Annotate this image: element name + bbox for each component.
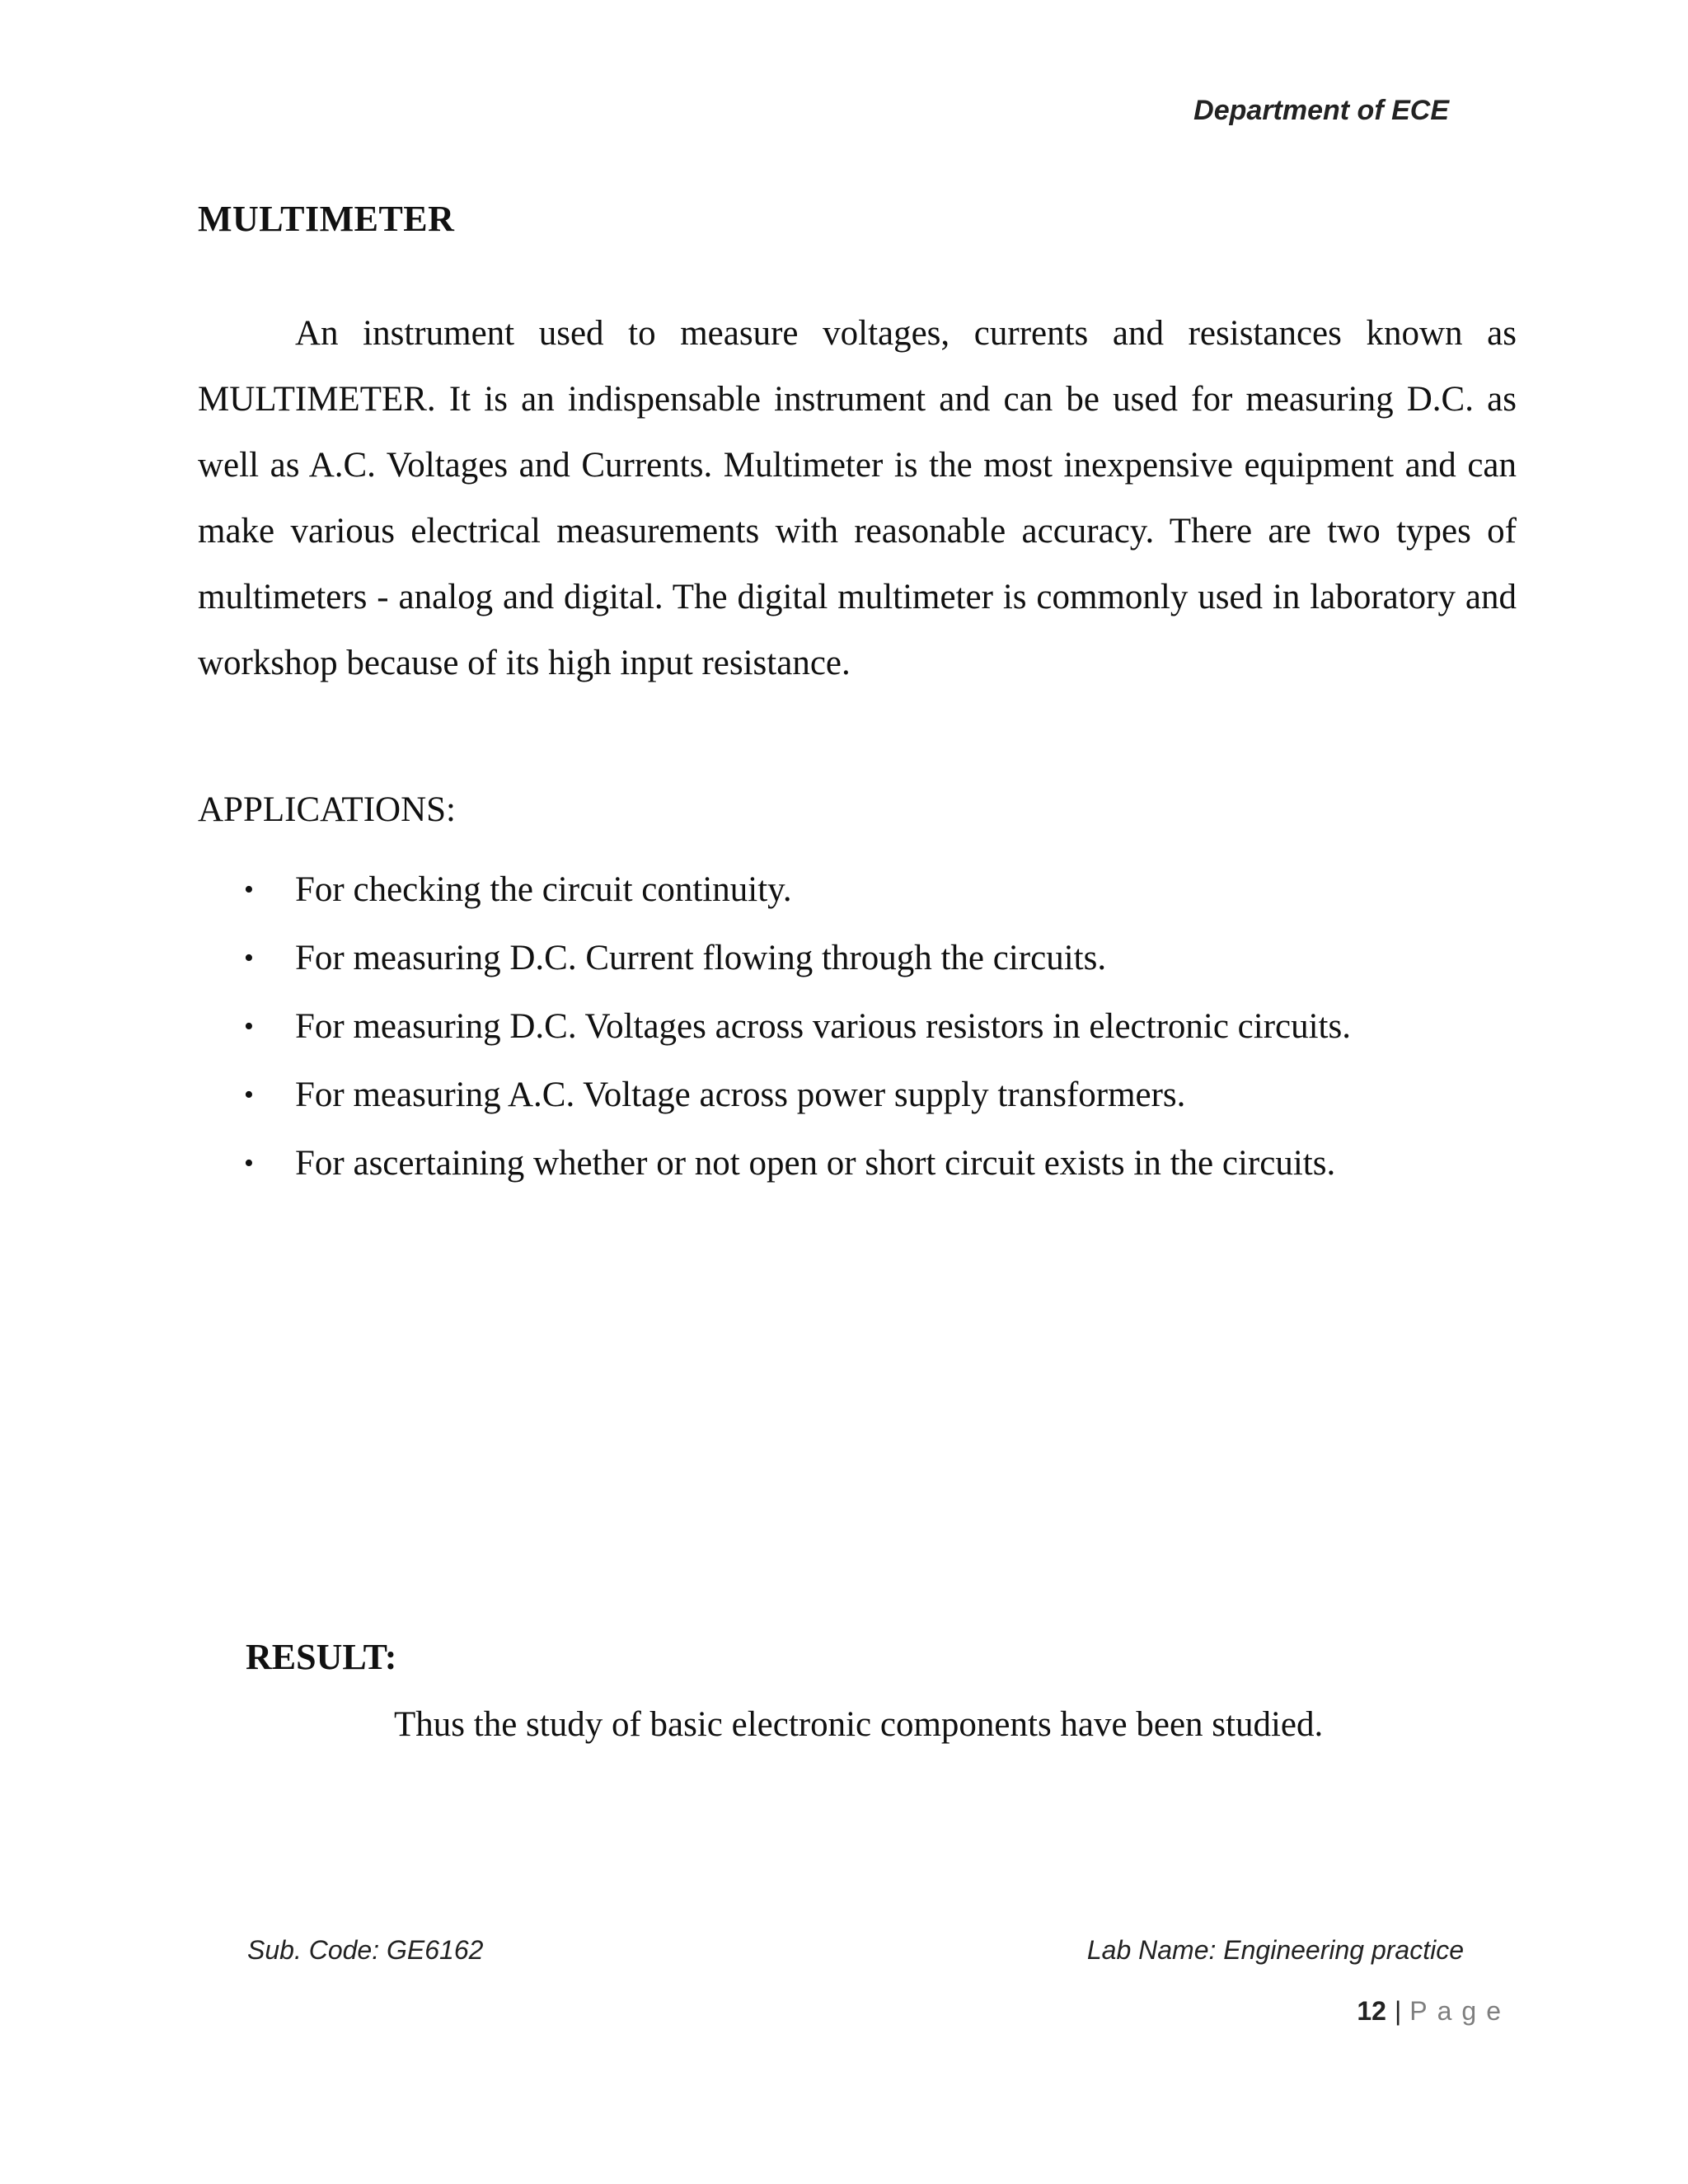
bullet-icon: • (244, 1148, 254, 1179)
list-item-text: For measuring D.C. Current flowing through the circuits. (295, 939, 1107, 977)
list-item (198, 1129, 1550, 1197)
intro-paragraph: An instrument used to measure voltages, currents and resistances known as MULTIMETER. It is an indispensable instrument and can be used for measuring D.C. as well as A.C. Voltages and Currents. Multimeter is the most inexpensive equipment and can make various electrical measurements with reasonable accuracy. There are two types of multimeters - analog and digital. The digital multimeter is commonly used in laboratory and workshop because of its high input resistance. (198, 314, 1517, 682)
list-item (198, 992, 1550, 1061)
applications-heading: APPLICATIONS: (198, 790, 456, 829)
list-item (198, 924, 1550, 992)
bullet-icon: • (244, 874, 254, 905)
applications-list (198, 855, 1550, 1197)
header-department: Department of ECE (1193, 95, 1449, 126)
footer-lab-name: Lab Name: Engineering practice (1086, 1935, 1464, 1965)
result-heading: RESULT: (246, 1637, 397, 1677)
page-number-value: 12 (1357, 1996, 1386, 2026)
page-word: Page (1409, 1996, 1511, 2026)
list-item (198, 1061, 1550, 1129)
bullet-icon: • (244, 1011, 254, 1042)
footer-sub-code: Sub. Code: GE6162 (247, 1935, 484, 1965)
list-item-text: For checking the circuit continuity. (295, 870, 792, 909)
page-number-separator: | (1394, 1996, 1402, 2026)
section-title: MULTIMETER (198, 199, 455, 239)
list-item-text: For measuring A.C. Voltage across power supply transformers. (295, 1076, 1186, 1114)
list-item (198, 855, 1550, 924)
bullet-icon: • (244, 943, 254, 973)
result-text: Thus the study of basic electronic components have been studied. (394, 1705, 1324, 1744)
page-number (1357, 1996, 1511, 2027)
list-item-text: For measuring D.C. Voltages across various resistors in electronic circuits. (295, 1007, 1351, 1046)
list-item-text: For ascertaining whether or not open or short circuit exists in the circuits. (295, 1144, 1336, 1183)
bullet-icon: • (244, 1080, 254, 1110)
